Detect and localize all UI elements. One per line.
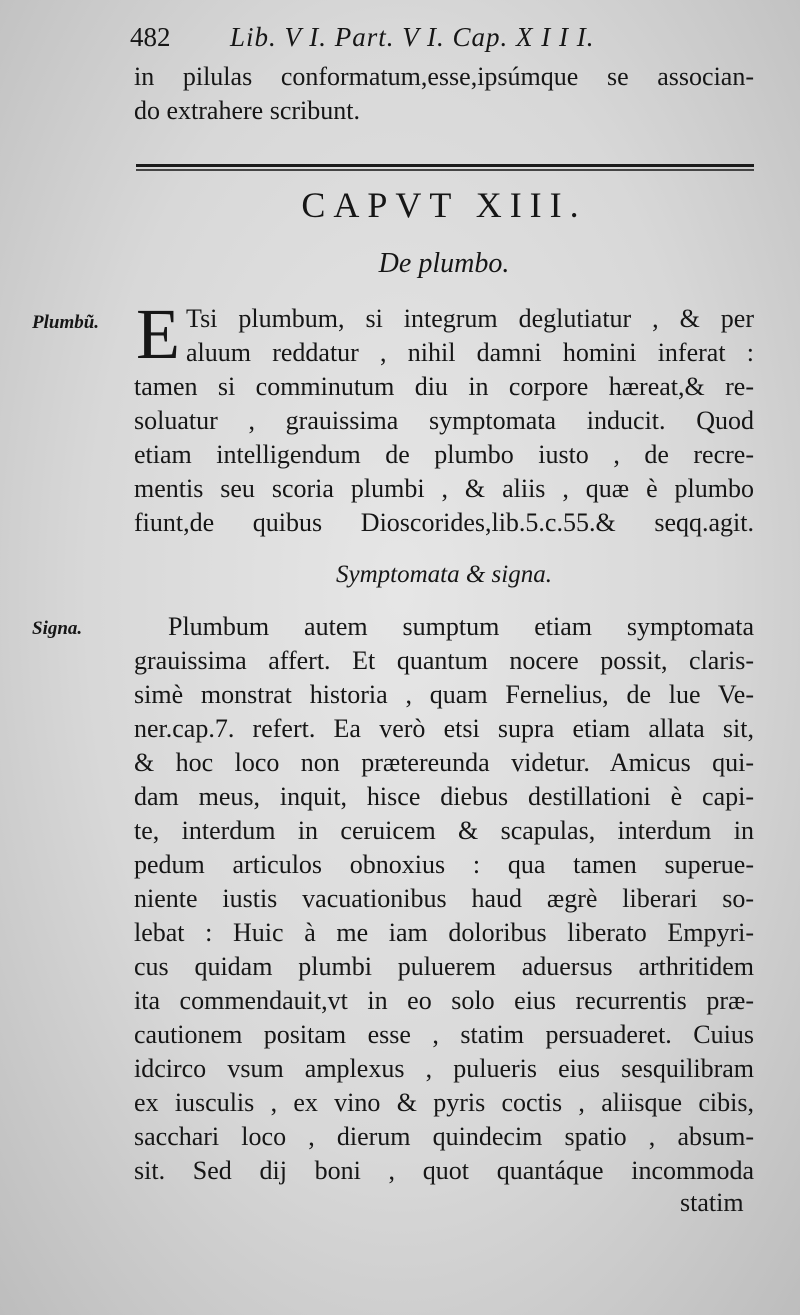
text-line: etiam intelligendum de plumbo iusto , de recre- (134, 440, 754, 469)
text-line: fiunt,de quibus Dioscorides,lib.5.c.55.& seqq.agit. (134, 508, 754, 537)
running-head (130, 22, 770, 56)
text-line: dam meus, inquit, hisce diebus destillationi è capi- (134, 782, 754, 811)
text-line: te, interdum in ceruicem & scapulas, interdum in (134, 816, 754, 845)
text-line: mentis seu scoria plumbi , & aliis , quæ è plumbo (134, 474, 754, 503)
chapter-title: CAPVT XIII. (301, 185, 587, 225)
text-line: & hoc loco non prætereunda videtur. Amicus qui- (134, 748, 754, 777)
text-line: grauissima affert. Et quantum nocere possit, claris- (134, 646, 754, 675)
text-line: simè monstrat historia , quam Fernelius, de lue Ve- (134, 680, 754, 709)
text-line: ner.cap.7. refert. Ea verò etsi supra etiam allata sit, (134, 714, 754, 743)
text-line: lebat : Huic à me iam doloribus liberato Empyri- (134, 918, 754, 947)
text-line: do extrahere scribunt. (134, 96, 360, 125)
margin-note-signa: Signa. (32, 618, 83, 639)
text-line: sacchari loco , dierum quindecim spatio , absum- (134, 1122, 754, 1151)
margin-note-plumbi: Plumbũ. (32, 312, 100, 333)
text-line: soluatur , grauissima symptomata inducit. Quod (134, 406, 754, 435)
text-line: in pilulas conformatum,esse,ipsúmque se associan- (134, 62, 754, 91)
text-line: Plumbum autem sumptum etiam symptomata (168, 612, 754, 641)
text-line: idcirco vsum amplexus , pulueris eius sesquilibram (134, 1054, 754, 1083)
text-line: cautionem positam esse , statim persuaderet. Cuius (134, 1020, 754, 1049)
ornamental-rule (136, 164, 754, 174)
header-text: Lib. V I. Part. V I. Cap. X I I I. (230, 22, 595, 52)
text-line: niente iustis vacuationibus haud ægrè liberari so- (134, 884, 754, 913)
text-line: ex iusculis , ex vino & pyris coctis , aliisque cibis, (134, 1088, 754, 1117)
text-line: ita commendauit,vt in eo solo eius recurrentis præ- (134, 986, 754, 1015)
page-number: 482 (130, 22, 171, 52)
drop-initial: E (136, 294, 180, 374)
text-line: tamen si comminutum diu in corpore hæreat,& re- (134, 372, 754, 401)
section-heading: Symptomata & signa. (336, 561, 552, 588)
text-line: pedum articulos obnoxius : qua tamen superue- (134, 850, 754, 879)
catchword: statim (680, 1188, 744, 1217)
text-line: sit. Sed dij boni , quot quantáque incommoda (134, 1156, 754, 1185)
text-line: cus quidam plumbi puluerem aduersus arthritidem (134, 952, 754, 981)
text-line: aluum reddatur , nihil damni homini inferat : (186, 338, 754, 367)
text-line: Tsi plumbum, si integrum deglutiatur , & per (186, 304, 754, 333)
chapter-subtitle: De plumbo. (378, 248, 510, 279)
